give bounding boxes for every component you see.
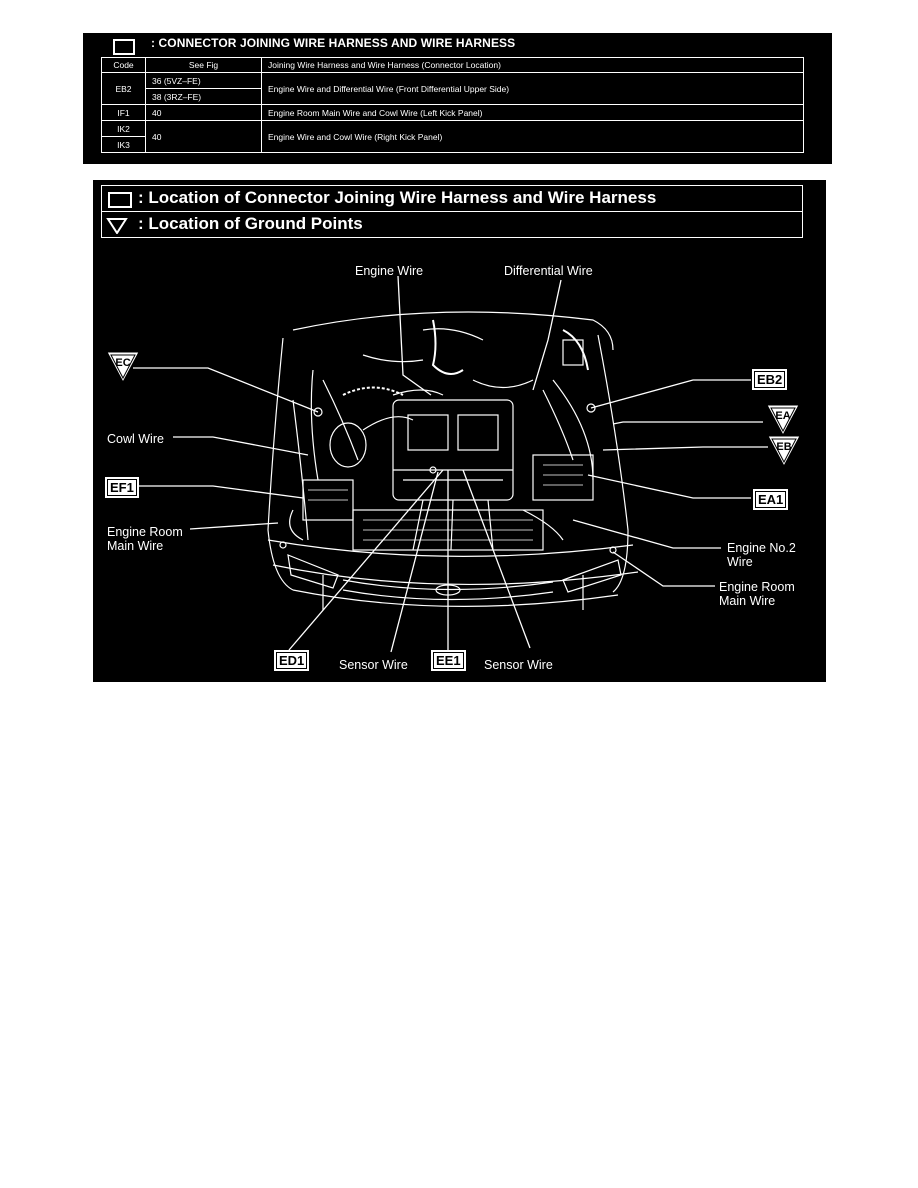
label-engine-no2-wire-line1: Engine No.2 — [727, 541, 796, 555]
cell-location: Engine Room Main Wire and Cowl Wire (Left Kick Panel) — [262, 105, 804, 121]
ground-points-title: : Location of Ground Points — [138, 214, 363, 233]
ground-point-eb-label: EB — [776, 441, 792, 453]
connector-table — [101, 57, 804, 153]
label-cowl-wire: Cowl Wire — [107, 432, 164, 446]
table-row — [102, 105, 804, 121]
connector-symbol-icon — [108, 192, 132, 208]
label-engine-room-main-wire-left-line2: Main Wire — [107, 539, 164, 553]
connector-tag-ed1: ED1 — [274, 650, 309, 671]
table-row — [102, 121, 804, 137]
cell-location: Engine Wire and Cowl Wire (Right Kick Panel) — [262, 121, 804, 153]
label-engine-room-main-wire-left-line1: Engine Room — [107, 525, 183, 539]
ground-points-header — [101, 211, 803, 238]
connector-tag-ea1: EA1 — [753, 489, 788, 510]
connector-location-title: : Location of Connector Joining Wire Harness and Wire Harness — [138, 188, 657, 207]
cell-code: IF1 — [102, 105, 146, 121]
connector-tag-eb2: EB2 — [752, 369, 787, 390]
cell-location: Engine Wire and Differential Wire (Front Differential Upper Side) — [262, 73, 804, 105]
table-row — [102, 73, 804, 89]
header-code: Code — [102, 58, 146, 73]
connector-table-panel — [83, 33, 832, 164]
header-location: Joining Wire Harness and Wire Harness (Connector Location) — [262, 58, 804, 73]
connector-tag-ee1: EE1 — [431, 650, 466, 671]
label-engine-no2-wire-line2: Wire — [727, 555, 753, 569]
cell-code: IK3 — [102, 137, 146, 153]
cell-code: EB2 — [102, 73, 146, 105]
label-sensor-wire-right: Sensor Wire — [484, 658, 553, 672]
label-engine-room-main-wire-right-line2: Main Wire — [719, 594, 776, 608]
cell-see-fig: 38 (3RZ–FE) — [146, 89, 262, 105]
ground-point-ec-label: EC — [115, 357, 131, 369]
label-sensor-wire-left: Sensor Wire — [339, 658, 408, 672]
connector-location-header — [101, 185, 803, 212]
ground-point-ec-icon — [105, 350, 141, 384]
label-engine-wire: Engine Wire — [355, 264, 424, 278]
label-differential-wire: Differential Wire — [504, 264, 593, 278]
header-see-fig: See Fig — [146, 58, 262, 73]
connector-symbol-icon — [113, 39, 135, 55]
engine-bay-illustration — [93, 180, 826, 682]
table-header-row — [102, 58, 804, 73]
cell-see-fig: 36 (5VZ–FE) — [146, 73, 262, 89]
ground-point-eb-icon — [766, 434, 802, 468]
ground-point-symbol-icon — [106, 216, 128, 234]
label-engine-room-main-wire-right-line1: Engine Room — [719, 580, 795, 594]
cell-code: IK2 — [102, 121, 146, 137]
ground-point-ea-icon — [765, 403, 801, 437]
connector-tag-ef1: EF1 — [105, 477, 139, 498]
cell-see-fig: 40 — [146, 121, 262, 153]
ground-point-ea-label: EA — [775, 410, 791, 422]
table-title: : CONNECTOR JOINING WIRE HARNESS AND WIRE HARNESS — [151, 36, 516, 50]
cell-see-fig: 40 — [146, 105, 262, 121]
engine-diagram-panel — [93, 180, 826, 682]
